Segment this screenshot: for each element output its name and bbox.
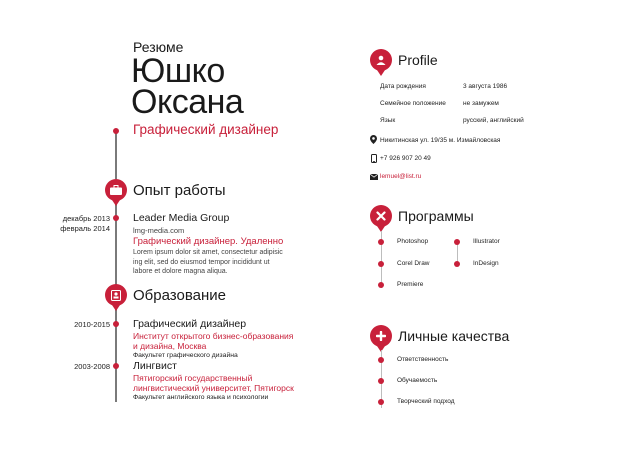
program-item: Illustrator xyxy=(473,238,500,245)
institution-line: лингвистический университет, Пятигорск xyxy=(133,383,294,393)
description-line: labore et dolore magna aliqua. xyxy=(133,268,228,275)
programs-dot xyxy=(378,261,384,267)
timeline-line-bottom xyxy=(115,304,117,402)
qualities-dot xyxy=(378,399,384,405)
experience-date-start: декабрь 2013 xyxy=(62,214,110,223)
envelope-icon xyxy=(370,174,378,180)
education-years-1: 2010-2015 xyxy=(74,320,110,329)
education-institution-2 xyxy=(133,373,294,393)
phone-icon xyxy=(371,154,377,163)
profile-label-birth: Дата рождения xyxy=(380,83,426,90)
education-years-2: 2003-2008 xyxy=(74,362,110,371)
education-faculty-2: Факультет английского языка и психологии xyxy=(133,394,269,401)
experience-site: lmg-media.com xyxy=(133,226,185,235)
programs-pin xyxy=(370,205,392,227)
timeline-dot-exp xyxy=(113,215,119,221)
timeline-line-top xyxy=(115,131,117,179)
timeline-dot-edu-2 xyxy=(113,363,119,369)
education-faculty-1: Факультет графического дизайна xyxy=(133,352,238,359)
close-x-icon xyxy=(376,211,386,221)
education-institution-1 xyxy=(133,331,293,351)
program-item: Premiere xyxy=(397,281,424,288)
profile-address: Никитинская ул. 19/35 м. Измайловская xyxy=(380,137,501,144)
qualities-dot xyxy=(378,357,384,363)
briefcase-icon xyxy=(110,185,122,195)
experience-company: Leader Media Group xyxy=(133,212,230,224)
education-pin xyxy=(105,284,127,306)
experience-role: Графический дизайнер. Удаленно xyxy=(133,236,284,247)
qualities-pin xyxy=(370,325,392,347)
last-name: Юшко xyxy=(131,52,225,90)
program-item: InDesign xyxy=(473,260,499,267)
experience-description xyxy=(133,248,293,277)
profile-label-language: Язык xyxy=(380,117,396,124)
profile-title: Profile xyxy=(398,52,438,68)
profile-label-marital: Семейное положение xyxy=(380,100,446,107)
qualities-dot xyxy=(378,378,384,384)
programs-dot xyxy=(378,282,384,288)
education-title: Образование xyxy=(133,287,226,304)
institution-line: Институт открытого бизнес-образования xyxy=(133,331,294,341)
profile-phone: +7 926 907 20 49 xyxy=(380,155,431,162)
programs-dot xyxy=(378,239,384,245)
experience-pin xyxy=(105,179,127,201)
resume-label: Резюме xyxy=(133,39,184,55)
id-card-icon xyxy=(111,290,121,301)
education-degree-2: Лингвист xyxy=(133,360,177,372)
programs-dot xyxy=(454,239,460,245)
timeline-dot xyxy=(113,128,119,134)
program-item: Photoshop xyxy=(397,238,429,245)
timeline-dot-edu-1 xyxy=(113,321,119,327)
location-pin-icon xyxy=(370,135,377,144)
quality-item: Обучаемость xyxy=(397,377,438,384)
job-position: Графический дизайнер xyxy=(133,122,279,137)
profile-value-birth: 3 августа 1986 xyxy=(463,83,508,90)
description-line: Lorem ipsum dolor sit amet, consectetur adipisic xyxy=(133,249,283,256)
programs-dot xyxy=(454,261,460,267)
programs-title: Программы xyxy=(398,208,474,224)
timeline-line-mid xyxy=(115,198,117,286)
plus-icon xyxy=(376,331,386,341)
profile-value-language: русский, английский xyxy=(463,117,524,124)
quality-item: Ответственность xyxy=(397,356,449,363)
description-line: ing elit, sed do eiusmod tempor incididunt ut xyxy=(133,258,270,266)
experience-date-end: февраль 2014 xyxy=(60,224,110,233)
institution-line: и дизайна, Москва xyxy=(133,341,207,351)
profile-value-marital: не замужем xyxy=(463,100,499,107)
quality-item: Творческий подход xyxy=(397,398,455,405)
institution-line: Пятигорский государственный xyxy=(133,373,253,383)
profile-pin xyxy=(370,49,392,71)
first-name: Оксана xyxy=(131,83,244,121)
user-icon xyxy=(376,55,386,65)
education-degree-1: Графический дизайнер xyxy=(133,318,247,330)
profile-email-link[interactable]: lemuel@list.ru xyxy=(380,173,422,180)
experience-title: Опыт работы xyxy=(133,182,226,199)
program-item: Corel Draw xyxy=(397,260,430,267)
qualities-title: Личные качества xyxy=(398,328,510,344)
